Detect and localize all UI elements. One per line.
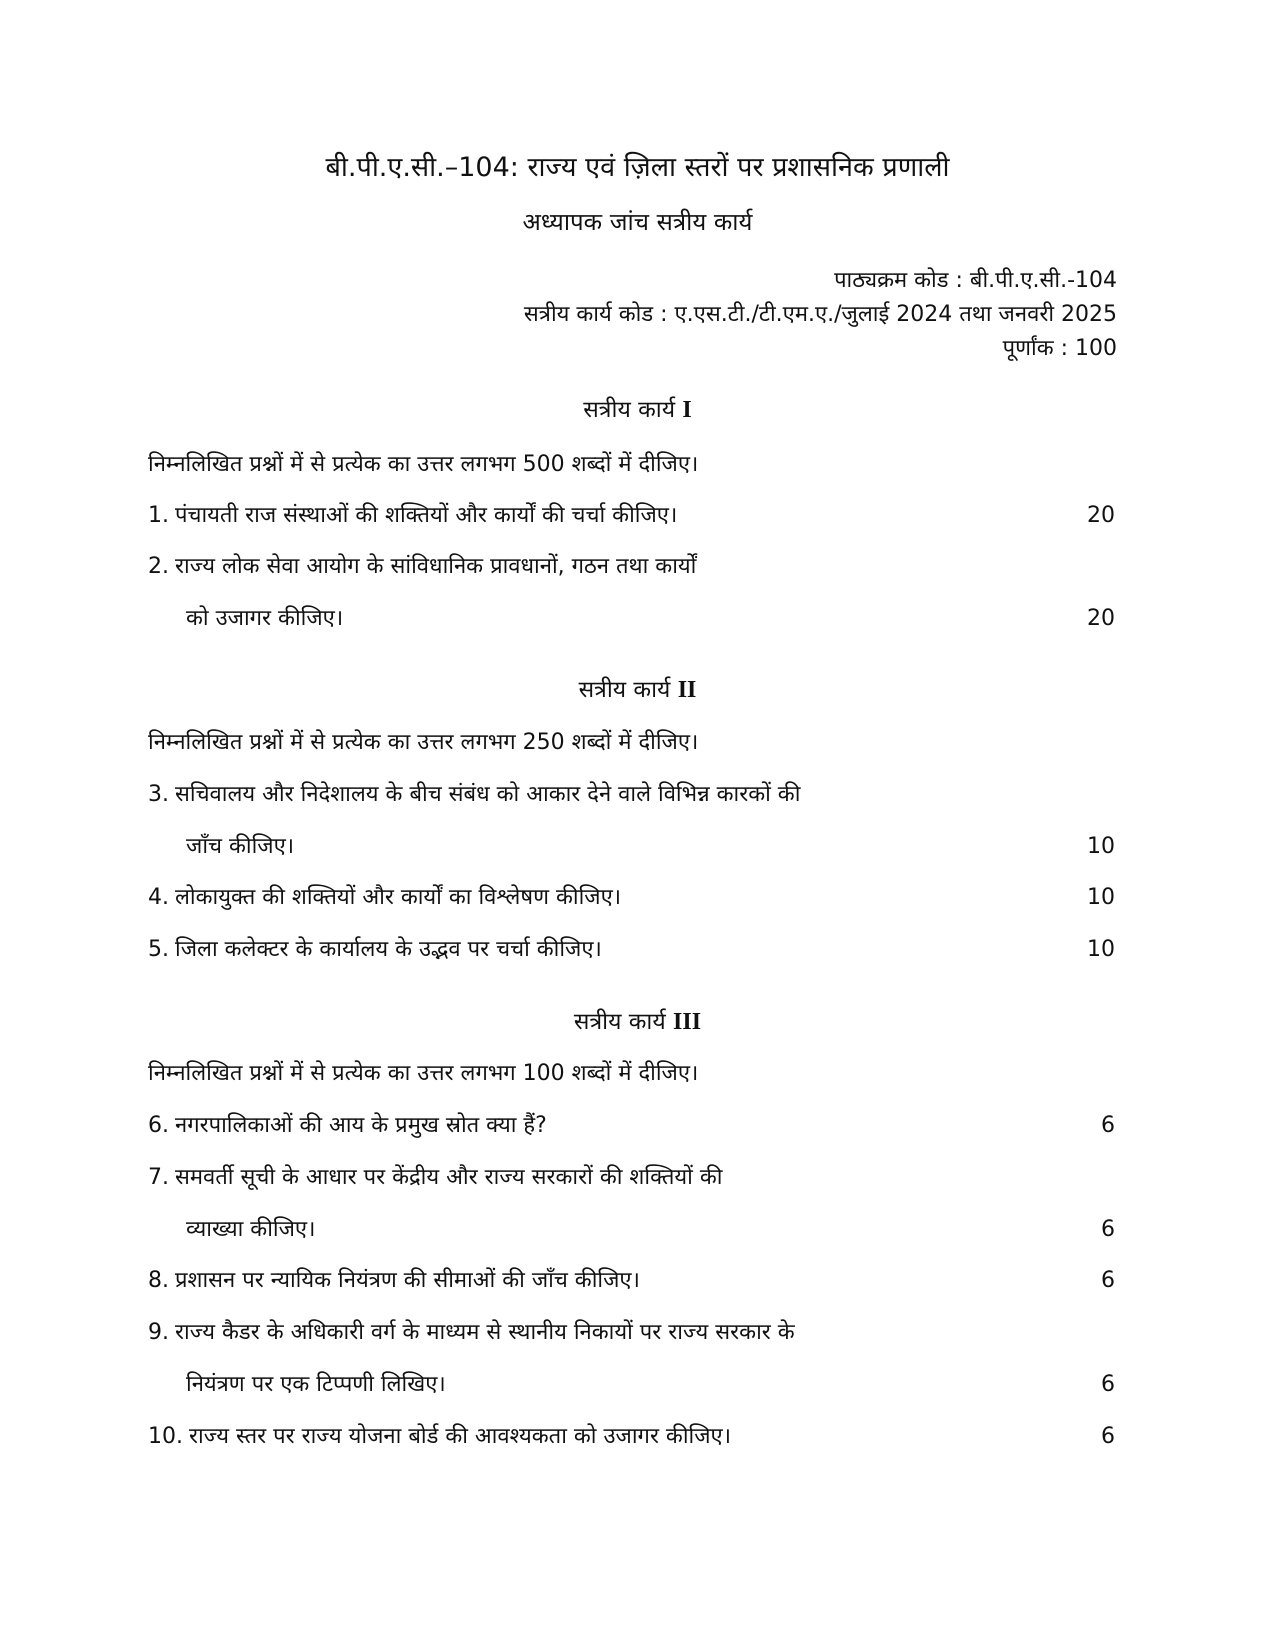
question-number: 9.: [148, 1320, 169, 1345]
question-line: [148, 551, 1048, 583]
question-number: 6.: [148, 1113, 169, 1138]
question-text: राज्य स्तर पर राज्य योजना बोर्ड की आवश्यकता को उजागर कीजिए।: [189, 1424, 732, 1449]
section-heading: [0, 674, 1275, 706]
section-label: सत्रीय कार्य: [578, 677, 671, 703]
question-text: प्रशासन पर न्यायिक नियंत्रण की सीमाओं की जाँच कीजिए।: [175, 1268, 640, 1293]
question-text: जिला कलेक्टर के कार्यालय के उद्भव पर चर्चा कीजिए।: [175, 937, 602, 962]
page-title: बी.पी.ए.सी.–104: राज्य एवं ज़िला स्तरों पर प्रशासनिक प्रणाली: [325, 152, 950, 183]
section-instruction: निम्नलिखित प्रश्नों में से प्रत्येक का उत्तर लगभग 250 शब्दों में दीजिए।: [148, 730, 699, 755]
question-number: 1.: [148, 503, 169, 528]
question-marks: 6: [1101, 1424, 1115, 1449]
question-marks: 20: [1087, 606, 1115, 631]
question-text: नगरपालिकाओं की आय के प्रमुख स्रोत क्या हैं?: [175, 1113, 547, 1138]
question-text: पंचायती राज संस्थाओं की शक्तियों और कार्यों की चर्चा कीजिए।: [175, 503, 678, 528]
assignment-code: सत्रीय कार्य कोड : ए.एस.टी./टी.एम.ए./जुलाई 2024 तथा जनवरी 2025: [523, 302, 1117, 327]
question-text: लोकायुक्त की शक्तियों और कार्यों का विश्लेषण कीजिए।: [175, 885, 622, 910]
question-line: [148, 1317, 1048, 1349]
question-text: सचिवालय और निदेशालय के बीच संबंध को आकार देने वाले विभिन्न कारकों की: [175, 782, 801, 807]
question-line: [148, 1162, 1048, 1194]
question-text: राज्य कैडर के अधिकारी वर्ग के माध्यम से स्थानीय निकायों पर राज्य सरकार के: [175, 1320, 795, 1345]
question-marks: 6: [1101, 1113, 1115, 1138]
course-code: पाठ्यक्रम कोड : बी.पी.ए.सी.-104: [834, 268, 1117, 293]
question-line: [148, 500, 1048, 532]
question-text-continued: को उजागर कीजिए।: [186, 606, 344, 631]
question-line: [148, 1265, 1048, 1297]
question-line: [148, 882, 1048, 914]
question-marks: 10: [1087, 834, 1115, 859]
section-heading: [0, 1006, 1275, 1038]
section-roman-numeral: II: [677, 677, 697, 703]
question-marks: 6: [1101, 1268, 1115, 1293]
question-text-continued: जाँच कीजिए।: [186, 834, 295, 859]
question-line: [148, 1421, 1048, 1453]
section-instruction: निम्नलिखित प्रश्नों में से प्रत्येक का उत्तर लगभग 100 शब्दों में दीजिए।: [148, 1061, 699, 1086]
question-marks: 10: [1087, 937, 1115, 962]
question-text: समवर्ती सूची के आधार पर केंद्रीय और राज्य सरकारों की शक्तियों की: [175, 1165, 723, 1190]
section-roman-numeral: I: [682, 397, 692, 423]
question-line: [148, 779, 1048, 811]
section-heading: [0, 394, 1275, 426]
question-number: 5.: [148, 937, 169, 962]
question-text-continued: नियंत्रण पर एक टिप्पणी लिखिए।: [186, 1372, 446, 1397]
section-instruction: निम्नलिखित प्रश्नों में से प्रत्येक का उत्तर लगभग 500 शब्दों में दीजिए।: [148, 452, 699, 477]
question-text-continued: व्याख्या कीजिए।: [186, 1217, 316, 1242]
question-marks: 6: [1101, 1372, 1115, 1397]
question-number: 8.: [148, 1268, 169, 1293]
max-marks: पूर्णांक : 100: [1002, 336, 1117, 361]
question-number: 2.: [148, 554, 169, 579]
question-text: राज्य लोक सेवा आयोग के सांविधानिक प्रावधानों, गठन तथा कार्यों: [175, 554, 697, 579]
question-line: [148, 934, 1048, 966]
question-number: 3.: [148, 782, 169, 807]
question-marks: 6: [1101, 1217, 1115, 1242]
question-number: 10.: [148, 1424, 183, 1449]
question-number: 7.: [148, 1165, 169, 1190]
section-label: सत्रीय कार्य: [573, 1009, 666, 1035]
section-label: सत्रीय कार्य: [583, 397, 676, 423]
page-subtitle: अध्यापक जांच सत्रीय कार्य: [522, 208, 753, 236]
question-marks: 20: [1087, 503, 1115, 528]
question-line: [148, 1110, 1048, 1142]
question-marks: 10: [1087, 885, 1115, 910]
section-roman-numeral: III: [673, 1009, 702, 1035]
question-number: 4.: [148, 885, 169, 910]
